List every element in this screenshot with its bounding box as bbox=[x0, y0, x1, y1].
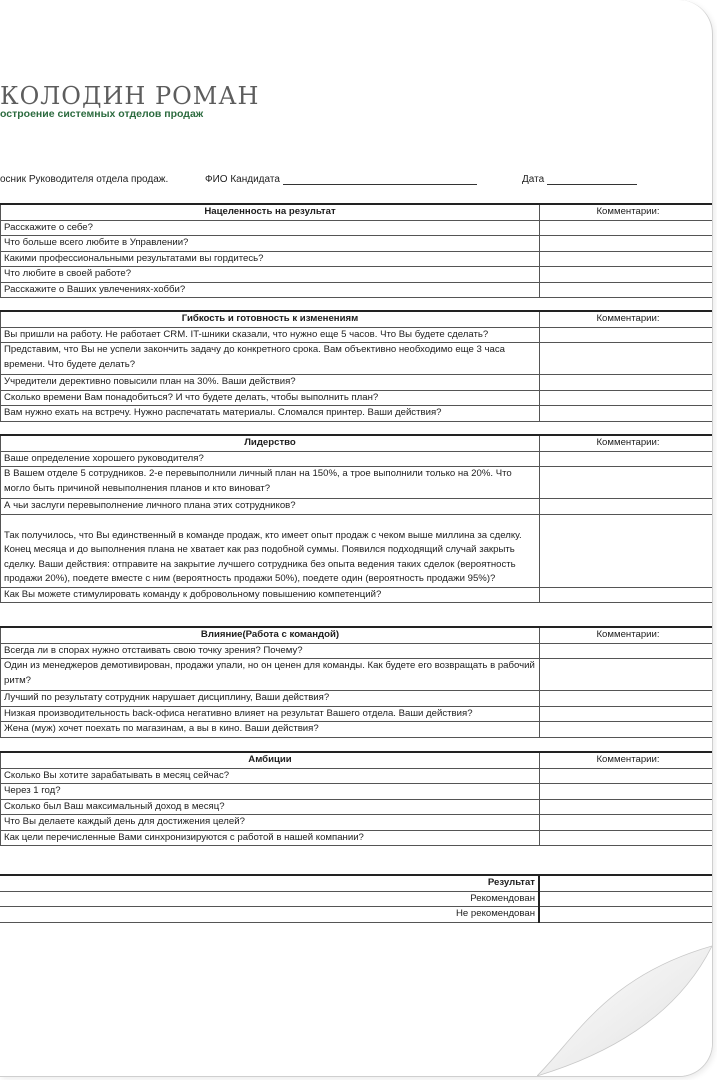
comment-cell[interactable] bbox=[540, 236, 714, 252]
question: Сколько был Ваш максимальный доход в месяц? bbox=[1, 799, 540, 815]
question: Всегда ли в спорах нужно отстаивать свою точку зрения? Почему? bbox=[1, 643, 540, 659]
question: Расскажите о себе? bbox=[1, 220, 540, 236]
section-title: Гибкость и готовность к изменениям bbox=[1, 311, 540, 327]
question: Жена (муж) хочет поехать по магазинам, а вы в кино. Ваши действия? bbox=[1, 722, 540, 738]
form-title: осник Руководителя отдела продаж. bbox=[0, 174, 169, 185]
comments-header: Комментарии: bbox=[540, 627, 714, 643]
comment-cell[interactable] bbox=[540, 375, 714, 391]
page-curl-graphic bbox=[537, 916, 712, 1076]
date-field bbox=[522, 174, 637, 185]
comment-cell[interactable] bbox=[540, 768, 714, 784]
candidate-label: ФИО Кандидата bbox=[205, 174, 280, 185]
comment-cell[interactable] bbox=[540, 643, 714, 659]
date-line[interactable] bbox=[547, 175, 637, 185]
question: Учредители дерективно повысили план на 30%. Ваши действия? bbox=[1, 375, 540, 391]
question: Вам нужно ехать на встречу. Нужно распечатать материалы. Сломался принтер. Ваши действия? bbox=[1, 406, 540, 422]
comment-cell[interactable] bbox=[540, 659, 714, 691]
comment-cell[interactable] bbox=[540, 784, 714, 800]
question: Расскажите о Ваших увлечениях-хобби? bbox=[1, 282, 540, 298]
question: Что больше всего любите в Управлении? bbox=[1, 236, 540, 252]
comment-cell[interactable] bbox=[540, 706, 714, 722]
comment-cell[interactable] bbox=[540, 451, 714, 467]
results-title: Результат bbox=[0, 875, 539, 891]
question: Что любите в своей работе? bbox=[1, 267, 540, 283]
section-table bbox=[0, 203, 713, 298]
comment-cell[interactable] bbox=[540, 220, 714, 236]
comment-cell[interactable] bbox=[540, 390, 714, 406]
section-title: Нацеленность на результат bbox=[1, 204, 540, 220]
comment-cell[interactable] bbox=[540, 815, 714, 831]
date-label: Дата bbox=[522, 174, 545, 185]
question: Как Вы можете стимулировать команду к добровольному повышению компетенций? bbox=[1, 587, 540, 603]
section-title: Амбиции bbox=[1, 752, 540, 768]
question: Сколько времени Вам понадобиться? И что будете делать, чтобы выполнить план? bbox=[1, 390, 540, 406]
brand-name: КОЛОДИН РОМАН bbox=[0, 82, 260, 110]
section-table bbox=[0, 751, 713, 846]
question: Через 1 год? bbox=[1, 784, 540, 800]
question: Как цели перечисленные Вами синхронизируются с работой в нашей компании? bbox=[1, 830, 540, 846]
recommended-checkbox[interactable] bbox=[539, 891, 713, 907]
comment-cell[interactable] bbox=[540, 691, 714, 707]
candidate-field bbox=[205, 174, 477, 185]
comment-cell[interactable] bbox=[540, 830, 714, 846]
comments-header: Комментарии: bbox=[540, 311, 714, 327]
question: Какими профессиональными результатами вы гордитесь? bbox=[1, 251, 540, 267]
question: Низкая производительность back-офиса негативно влияет на результат Вашего отдела. Ваши действия? bbox=[1, 706, 540, 722]
comments-header: Комментарии: bbox=[540, 435, 714, 451]
question: Представим, что Вы не успели закончить задачу до конкретного срока. Вам объективно необходимо еще 3 часа времени. Что будете делать? bbox=[1, 343, 540, 375]
section-table bbox=[0, 434, 713, 603]
result-value[interactable] bbox=[539, 875, 713, 891]
comment-cell[interactable] bbox=[540, 343, 714, 375]
comment-cell[interactable] bbox=[540, 722, 714, 738]
candidate-name-line[interactable] bbox=[283, 175, 477, 185]
comment-cell[interactable] bbox=[540, 251, 714, 267]
section-title: Лидерство bbox=[1, 435, 540, 451]
question: А чьи заслуги перевыполнение личного плана этих сотрудников? bbox=[1, 499, 540, 515]
not-recommended-label: Не рекомендован bbox=[0, 907, 539, 923]
recommended-label: Рекомендован bbox=[0, 891, 539, 907]
comment-cell[interactable] bbox=[540, 327, 714, 343]
comment-cell[interactable] bbox=[540, 799, 714, 815]
comments-header: Комментарии: bbox=[540, 752, 714, 768]
comment-cell[interactable] bbox=[540, 282, 714, 298]
question: В Вашем отделе 5 сотрудников. 2-е перевыполнили личный план на 150%, а трое выполнили только на 20%. Что могло быть причиной невыполнения планов и кто виноват? bbox=[1, 467, 540, 499]
comment-cell[interactable] bbox=[540, 514, 714, 587]
brand-subtitle: остроение системных отделов продаж bbox=[0, 108, 204, 120]
section-title: Влияние(Работа с командой) bbox=[1, 627, 540, 643]
section-table bbox=[0, 310, 713, 422]
comment-cell[interactable] bbox=[540, 587, 714, 603]
comment-cell[interactable] bbox=[540, 499, 714, 515]
question: Ваше определение хорошего руководителя? bbox=[1, 451, 540, 467]
question: Лучший по результату сотрудник нарушает дисциплину, Ваши действия? bbox=[1, 691, 540, 707]
section-table bbox=[0, 626, 713, 738]
question: Так получилось, что Вы единственный в команде продаж, кто имеет опыт продаж с чеком выше миллина за сделку. Конец месяца и до выполнения плана не хватает как раз подобной суммы. Появился подходящий случай закрыть сделку. Ваши действия: отправите на закрытие лучшего сотрудника без опыта ведения таких сделок (вероятность продажи 20%), поедете вместе с ним (вероятность продажи 50%), поедете один (вероятность продажи 95%)? bbox=[1, 514, 540, 587]
question: Сколько Вы хотите зарабатывать в месяц сейчас? bbox=[1, 768, 540, 784]
comment-cell[interactable] bbox=[540, 267, 714, 283]
question: Вы пришли на работу. Не работает CRM. IT-шники сказали, что нужно еще 5 часов. Что Вы будете сделать? bbox=[1, 327, 540, 343]
comment-cell[interactable] bbox=[540, 467, 714, 499]
comment-cell[interactable] bbox=[540, 406, 714, 422]
question: Что Вы делаете каждый день для достижения целей? bbox=[1, 815, 540, 831]
comments-header: Комментарии: bbox=[540, 204, 714, 220]
question: Один из менеджеров демотивирован, продажи упали, но он ценен для команды. Как будете его возвращать в рабочий ритм? bbox=[1, 659, 540, 691]
